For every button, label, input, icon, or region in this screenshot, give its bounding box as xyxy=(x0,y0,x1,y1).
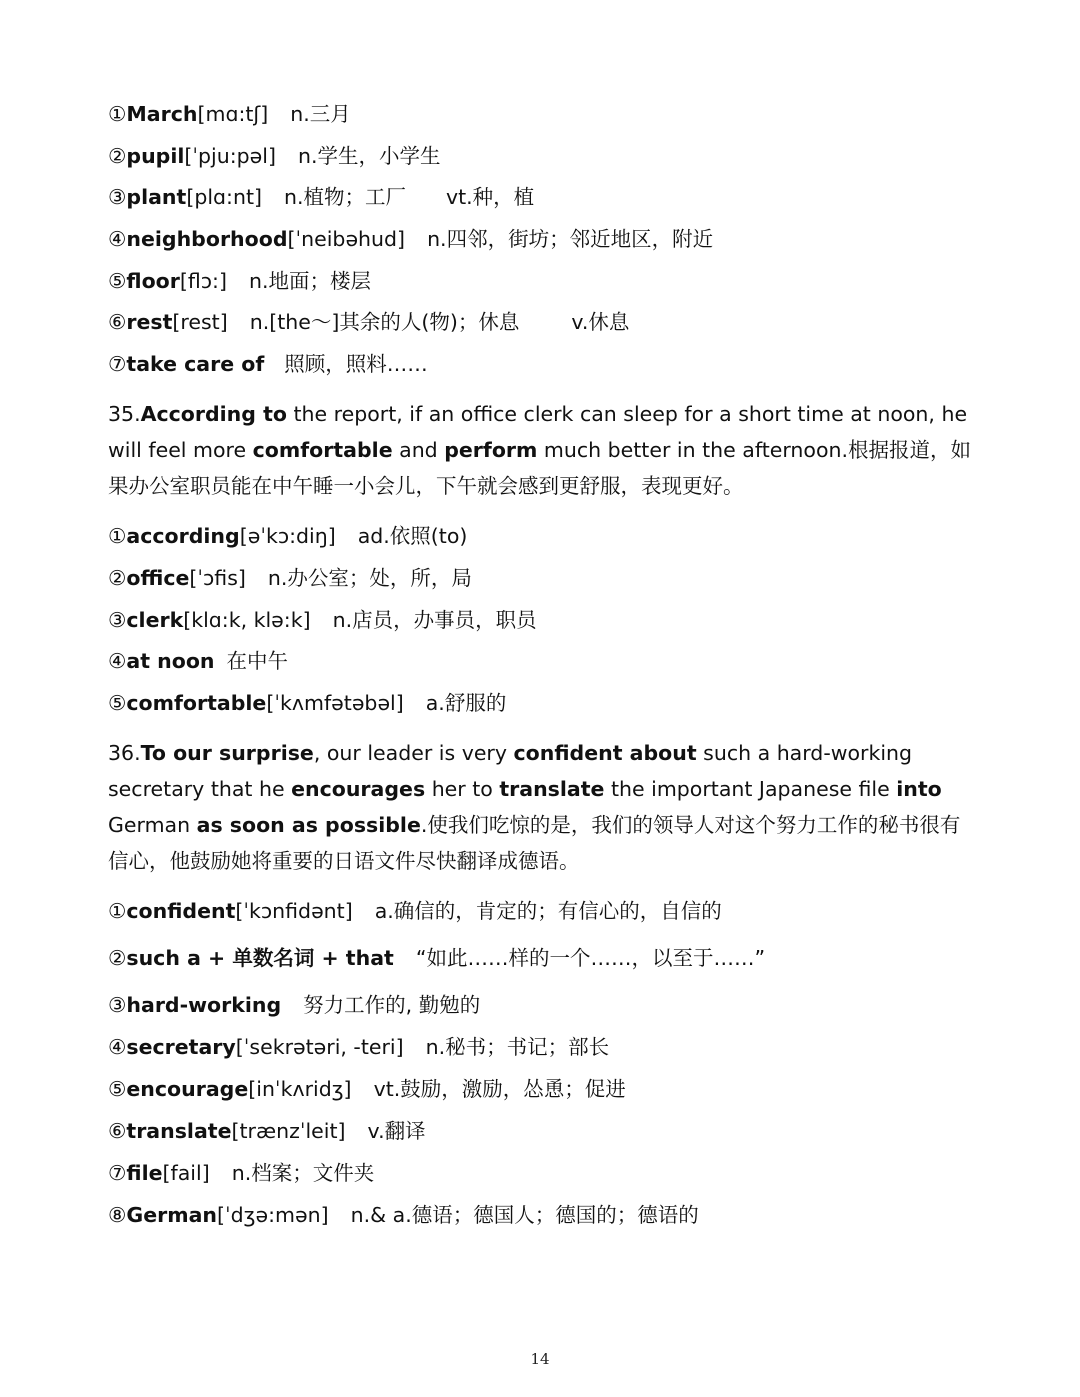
vocab-item xyxy=(108,944,980,972)
vocab-item xyxy=(108,991,980,1019)
meaning: n.秘书；书记；部长 xyxy=(425,1034,610,1059)
item-number: ③ xyxy=(108,185,127,210)
item-number: ⑤ xyxy=(108,268,127,293)
vocab-word: at noon xyxy=(126,649,215,674)
vocab-word: file xyxy=(126,1160,163,1185)
sentence-text: much better in the afternoon.根据报道，如果办公室职员能在中午睡一小会儿，下午就会感到更舒服，表现更好。 xyxy=(108,438,971,499)
phonetic: [ˈkʌmfətəbəl] xyxy=(266,690,404,715)
phonetic: [ˈsekrətəri, -teri] xyxy=(235,1034,404,1059)
meaning: a.舒服的 xyxy=(425,690,507,715)
vocab-word: secretary xyxy=(126,1034,236,1059)
key-phrase: According to xyxy=(140,402,287,427)
meaning: n.四邻，街坊；邻近地区，附近 xyxy=(427,227,714,252)
meaning: v.翻译 xyxy=(367,1118,426,1143)
meaning: 努力工作的, 勤勉的 xyxy=(303,992,481,1017)
vocab-item xyxy=(108,647,980,675)
vocab-word: German xyxy=(126,1202,218,1227)
meaning: n.三月 xyxy=(290,102,351,126)
vocab-word: hard-working xyxy=(126,992,282,1017)
sentence-text: the report, if an office clerk can sleep for a short time at noon, he will feel more xyxy=(108,402,968,463)
key-phrase: encourages xyxy=(291,776,426,801)
vocab-item xyxy=(108,1201,980,1229)
vocab-item xyxy=(108,308,980,336)
vocab-item xyxy=(108,689,980,717)
item-number: ① xyxy=(108,898,127,923)
phonetic: [ˈneibəhud] xyxy=(287,227,406,252)
vocab-word: rest xyxy=(126,310,173,335)
vocab-item xyxy=(108,183,980,211)
vocab-item xyxy=(108,1159,980,1187)
vocab-item xyxy=(108,267,980,295)
vocab-list-36 xyxy=(108,897,980,1229)
meaning: n.办公室；处，所，局 xyxy=(267,565,472,590)
key-phrase: as soon as possible xyxy=(196,812,421,837)
vocab-word: such a + 单数名词 + that xyxy=(126,945,394,970)
meaning-secondary: vt.种，植 xyxy=(446,185,535,210)
vocab-item xyxy=(108,1075,980,1103)
key-phrase: into xyxy=(896,776,942,801)
meaning: n.档案；文件夹 xyxy=(231,1160,375,1185)
phonetic: [plɑ:nt] xyxy=(186,185,262,210)
phonetic: [mɑ:tʃ] xyxy=(197,102,269,126)
sentence-text: , our leader is very xyxy=(313,740,514,765)
vocab-item xyxy=(108,1117,980,1145)
item-number: ② xyxy=(108,945,127,970)
vocab-word: clerk xyxy=(126,607,184,632)
vocab-word: plant xyxy=(126,185,187,210)
key-phrase: comfortable xyxy=(252,438,393,463)
sentence-text: German xyxy=(108,812,197,837)
phonetic: [ˈkɔnfidənt] xyxy=(235,898,353,923)
item-number: ④ xyxy=(108,1034,127,1059)
meaning: n.地面；楼层 xyxy=(248,268,371,293)
vocab-word: encourage xyxy=(126,1076,249,1101)
vocab-item xyxy=(108,897,980,925)
vocab-item xyxy=(108,522,980,550)
example-sentence-35 xyxy=(108,396,980,504)
phonetic: [fail] xyxy=(162,1160,210,1185)
item-number: ⑤ xyxy=(108,1076,127,1101)
page-number: 14 xyxy=(530,1350,550,1368)
meaning-secondary: v.休息 xyxy=(571,310,630,335)
meaning: 照顾，照料…… xyxy=(284,352,428,377)
item-number: ③ xyxy=(108,992,127,1017)
item-number: ⑧ xyxy=(108,1202,127,1227)
meaning: 在中午 xyxy=(226,649,289,674)
phonetic: [ˈpju:pəl] xyxy=(184,143,276,168)
vocab-word: comfortable xyxy=(126,690,267,715)
meaning: n.& a.德语；德国人；德国的；德语的 xyxy=(350,1202,699,1227)
item-number: ④ xyxy=(108,649,127,674)
phonetic: [inˈkʌridʒ] xyxy=(248,1076,352,1101)
key-phrase: perform xyxy=(444,438,538,463)
meaning: vt.鼓励，激励，怂恿；促进 xyxy=(373,1076,626,1101)
phonetic: [flɔ:] xyxy=(179,268,227,293)
phonetic: [əˈkɔ:diŋ] xyxy=(239,524,336,549)
sentence-text: and xyxy=(392,438,445,463)
meaning: n.店员，办事员，职员 xyxy=(332,607,537,632)
vocab-word: according xyxy=(126,524,240,549)
sentence-number: 35. xyxy=(108,402,141,427)
vocab-item xyxy=(108,100,980,128)
meaning: n.[the～]其余的人(物)；休息 xyxy=(249,310,520,335)
key-phrase: confident about xyxy=(513,740,697,765)
phonetic: [ˈɔfis] xyxy=(189,565,246,590)
vocab-word: take care of xyxy=(126,352,265,377)
sentence-text: her to xyxy=(425,776,500,801)
vocab-item xyxy=(108,225,980,253)
vocab-word: floor xyxy=(126,268,180,293)
vocab-word: confident xyxy=(126,898,236,923)
phonetic: [ˈdʒə:mən] xyxy=(217,1202,329,1227)
item-number: ⑥ xyxy=(108,1118,127,1143)
item-number: ① xyxy=(108,524,127,549)
document-body xyxy=(108,100,980,1243)
item-number: ② xyxy=(108,143,127,168)
sentence-number: 36. xyxy=(108,740,141,765)
sentence-text: the important Japanese file xyxy=(604,776,897,801)
meaning: n.学生，小学生 xyxy=(297,143,441,168)
vocab-item xyxy=(108,564,980,592)
vocab-list-35 xyxy=(108,522,980,717)
vocab-item xyxy=(108,1033,980,1061)
vocab-word: March xyxy=(126,102,198,126)
vocab-item xyxy=(108,350,980,378)
vocab-item xyxy=(108,606,980,634)
phonetic: [trænzˈleit] xyxy=(231,1118,346,1143)
example-sentence-36 xyxy=(108,735,980,879)
phonetic: [rest] xyxy=(172,310,228,335)
item-number: ⑤ xyxy=(108,690,127,715)
vocab-word: translate xyxy=(126,1118,232,1143)
item-number: ③ xyxy=(108,607,127,632)
key-phrase: translate xyxy=(499,776,605,801)
item-number: ⑥ xyxy=(108,310,127,335)
key-phrase: To our surprise xyxy=(140,740,314,765)
meaning: a.确信的，肯定的；有信心的，自信的 xyxy=(374,898,722,923)
sentence-text: such a hard-working secretary that he xyxy=(108,740,913,801)
item-number: ⑦ xyxy=(108,1160,127,1185)
item-number: ⑦ xyxy=(108,352,127,377)
vocab-list-34 xyxy=(108,100,980,378)
sentence-text: .使我们吃惊的是，我们的领导人对这个努力工作的秘书很有信心，他鼓励她将重要的日语文件尽快翻译成德语。 xyxy=(108,812,961,873)
meaning: n.植物；工厂 xyxy=(283,185,406,210)
meaning: ad.依照(to) xyxy=(357,524,468,549)
vocab-word: office xyxy=(126,565,190,590)
meaning: “如此……样的一个……，以至于……” xyxy=(415,945,766,970)
item-number: ① xyxy=(108,102,127,126)
vocab-word: pupil xyxy=(126,143,185,168)
vocab-item xyxy=(108,142,980,170)
item-number: ④ xyxy=(108,227,127,252)
item-number: ② xyxy=(108,565,127,590)
phonetic: [klɑ:k, klə:k] xyxy=(183,607,311,632)
vocab-word: neighborhood xyxy=(126,227,288,252)
